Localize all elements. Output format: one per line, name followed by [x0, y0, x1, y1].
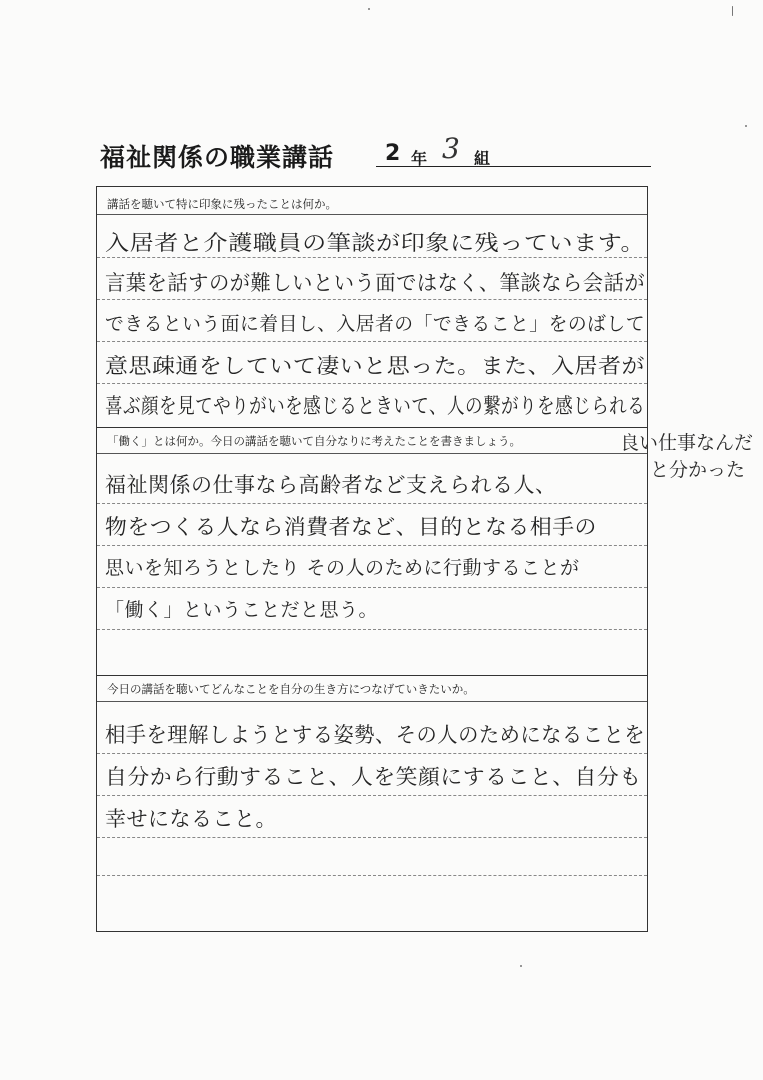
writing-rule: [97, 795, 647, 796]
answer-line: 入居者と介護職員の筆談が印象に残っています。: [105, 231, 646, 255]
question-impression: 講話を聴いて特に印象に残ったことは何か。: [107, 197, 337, 211]
class-unit-label: 組: [474, 149, 491, 168]
writing-rule: [97, 587, 647, 588]
writing-rule: [97, 837, 647, 838]
answer-form: [96, 186, 648, 932]
writing-rule: [97, 257, 647, 258]
answer-line: 自分から行動すること、人を笑顔にすること、自分も: [105, 765, 642, 789]
writing-rule: [97, 753, 647, 754]
grade-unit-label: 年: [411, 149, 428, 168]
question-underline: [97, 701, 647, 702]
margin-note-line: と分かった: [650, 459, 746, 481]
writing-rule: [97, 545, 647, 546]
answer-line: 言葉を話すのが難しいという面ではなく、筆談なら会話が: [105, 271, 646, 295]
worksheet-title: 福祉関係の職業講話: [100, 143, 335, 172]
writing-rule: [97, 503, 647, 504]
answer-line: 福祉関係の仕事なら高齢者など支えられる人、: [105, 473, 557, 497]
answer-line: 「働く」ということだと思う。: [105, 599, 379, 621]
margin-note-line: 良い仕事なんだ: [620, 432, 754, 454]
question-life-goals: 今日の講話を聴いてどんなことを自分の生き方につなげていきたいか。: [107, 682, 475, 696]
question-meaning-of-work: 「働く」とは何か。今日の講話を聴いて自分なりに考えたことを書きましょう。: [107, 434, 521, 448]
section-life-goals: [97, 675, 647, 931]
answer-line: 幸せになること。: [105, 807, 277, 831]
answer-line: 物をつくる人なら消費者など、目的となる相手の: [105, 515, 597, 539]
scan-speck: [520, 965, 522, 967]
question-underline: [97, 214, 647, 215]
section-meaning-of-work: [97, 427, 647, 675]
answer-line: 思いを知ろうとしたり その人のために行動することが: [105, 557, 580, 579]
writing-rule: [97, 629, 647, 630]
question-underline: [97, 453, 647, 454]
writing-rule: [97, 299, 647, 300]
scan-speck: [368, 8, 370, 10]
grade-number: 2: [385, 141, 401, 166]
section-impression: [97, 187, 647, 427]
answer-line: 相手を理解しようとする姿勢、その人のためになることを: [105, 723, 645, 747]
answer-line: 意思疎通をしていて凄いと思った。また、入居者が: [105, 354, 645, 378]
answer-line: できるという面に着目し、入居者の「できること」をのばして: [105, 313, 646, 335]
writing-rule: [97, 383, 647, 384]
writing-rule: [97, 875, 647, 876]
class-number: 3: [442, 132, 460, 165]
scan-speck: [745, 125, 747, 127]
scan-speck: [732, 6, 733, 16]
answer-line: 喜ぶ顔を見てやりがいを感じるときいて、人の繋がりを感じられる: [105, 394, 646, 418]
writing-rule: [97, 341, 647, 342]
